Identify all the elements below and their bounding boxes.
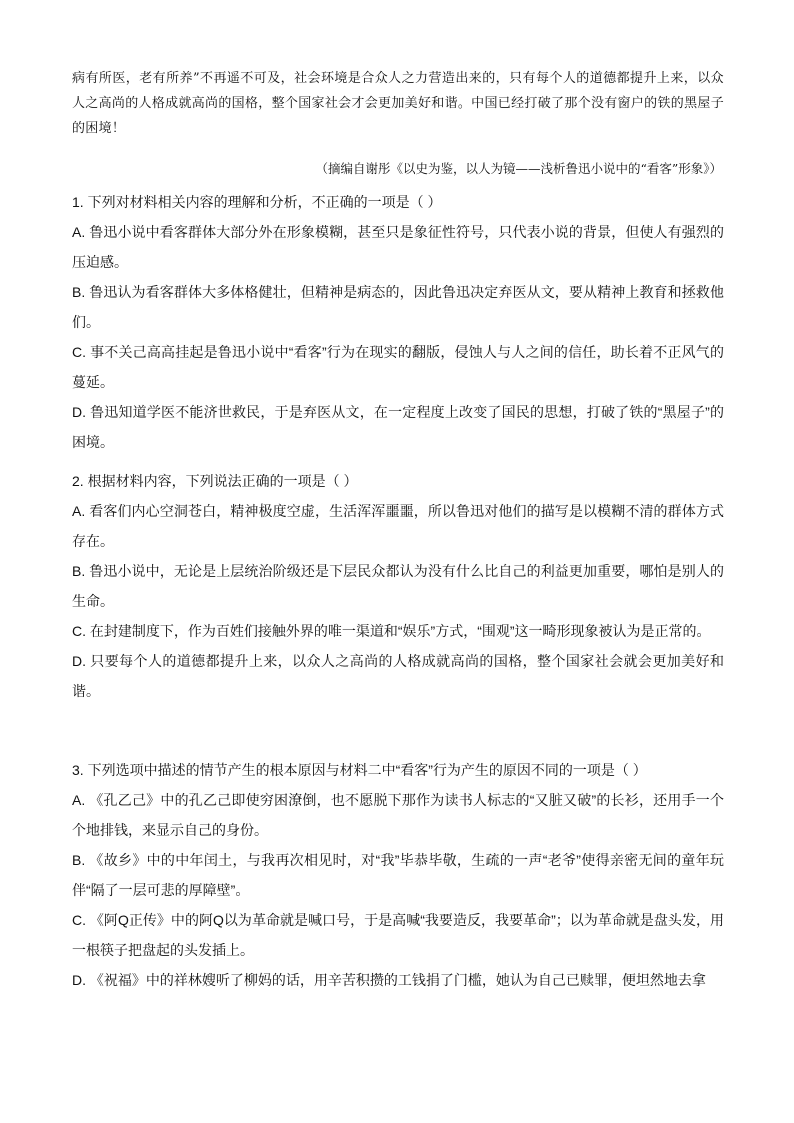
question-2-option-a: A. 看客们内心空洞苍白，精神极度空虚，生活浑浑噩噩，所以鲁迅对他们的描写是以模糊不清的群体方式存在。 xyxy=(72,503,724,549)
question-2 xyxy=(72,466,724,706)
question-1-option-d: D. 鲁迅知道学医不能济世救民，于是弃医从文，在一定程度上改变了国民的思想，打破了铁的“黑屋子”的困境。 xyxy=(72,404,724,450)
question-3-stem: 3. 下列选项中描述的情节产生的根本原因与材料二中“看客”行为产生的原因不同的一项是（ ） xyxy=(72,762,647,778)
question-1-option-a: A. 鲁迅小说中看客群体大部分外在形象模糊，甚至只是象征性符号，只代表小说的背景，但使人有强烈的压迫感。 xyxy=(72,224,724,270)
question-1-stem: 1. 下列对材料相关内容的理解和分析，不正确的一项是（ ） xyxy=(72,194,442,210)
question-3 xyxy=(72,755,724,995)
passage-paragraph: 病有所医，老有所养”不再遥不可及，社会环境是合众人之力营造出来的，只有每个人的道德都提升上来，以众人之高尚的人格成就高尚的国格，整个国家社会才会更加美好和谐。中国已经打破了那个没有窗户的铁的黑屋子的困境！ xyxy=(72,71,724,136)
question-1-option-c: C. 事不关己高高挂起是鲁迅小说中“看客”行为在现实的翻版，侵蚀人与人之间的信任，助长着不正风气的蔓延。 xyxy=(72,344,724,390)
question-3-option-d: D. 《祝福》中的祥林嫂听了柳妈的话，用辛苦积攒的工钱捐了门槛，她认为自己已赎罪，便坦然地去拿 xyxy=(72,972,706,988)
question-1 xyxy=(72,187,724,457)
question-3-option-c: C. 《阿Q正传》中的阿Q以为革命就是喊口号，于是高喊“我要造反，我要革命”；以为革命就是盘头发，用一根筷子把盘起的头发插上。 xyxy=(72,912,724,958)
question-1-option-b: B. 鲁迅认为看客群体大多体格健壮，但精神是病态的，因此鲁迅决定弃医从文，要从精神上教育和拯救他们。 xyxy=(72,284,724,330)
question-2-option-b: B. 鲁迅小说中，无论是上层统治阶级还是下层民众都认为没有什么比自己的利益更加重要，哪怕是别人的生命。 xyxy=(72,563,724,609)
question-2-stem: 2. 根据材料内容，下列说法正确的一项是（ ） xyxy=(72,473,358,489)
question-2-option-d: D. 只要每个人的道德都提升上来，以众人之高尚的人格成就高尚的国格，整个国家社会就会更加美好和谐。 xyxy=(72,653,724,699)
passage-excerpt xyxy=(72,66,724,141)
passage-source: （摘编自谢彤《以史为鉴，以人为镜——浅析鲁迅小说中的“看客”形象》） xyxy=(315,161,722,176)
question-2-option-c: C. 在封建制度下，作为百姓们接触外界的唯一渠道和“娱乐”方式，“围观”这一畸形现象被认为是正常的。 xyxy=(72,623,711,639)
question-3-option-a: A. 《孔乙己》中的孔乙己即使穷困潦倒，也不愿脱下那作为读书人标志的“又脏又破”的长衫，还用手一个个地排钱，来显示自己的身份。 xyxy=(72,792,724,838)
question-3-option-b: B. 《故乡》中的中年闰土，与我再次相见时，对“我”毕恭毕敬，生疏的一声“老爷”使得亲密无间的童年玩伴“隔了一层可悲的厚障壁”。 xyxy=(72,852,724,898)
